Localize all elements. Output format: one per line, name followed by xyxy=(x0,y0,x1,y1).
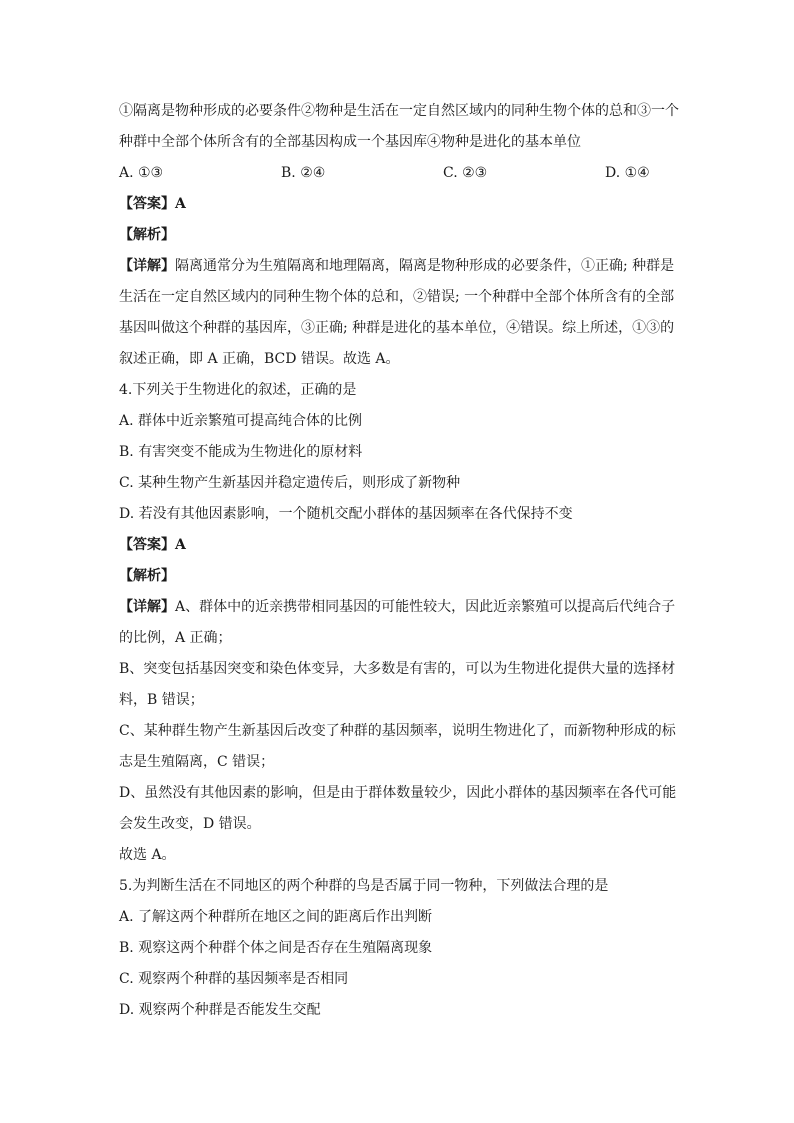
q3-answer: 【答案】A xyxy=(119,196,186,212)
q4-detail-line-9: 故选 A。 xyxy=(119,847,176,863)
document-page xyxy=(119,96,679,1026)
q3-analysis-label: 【解析】 xyxy=(119,227,175,243)
q3-detail-line-1 xyxy=(119,251,679,282)
q5-stem: 5.为判断生活在不同地区的两个种群的鸟是否属于同一物种，下列做法合理的是 xyxy=(119,878,609,894)
q3-statement-line-2: 种群中全部个体所含有的全部基因构成一个基因库④物种是进化的基本单位 xyxy=(119,134,581,150)
q5-option-a: A. 了解这两个种群所在地区之间的距离后作出判断 xyxy=(119,909,433,925)
q3-statement-line-1: ①隔离是物种形成的必要条件②物种是生活在一定自然区域内的同种生物个体的总和③一个 xyxy=(119,103,679,119)
q3-detail-line-3: 基因叫做这个种群的基因库，③正确; 种群是进化的基本单位，④错误。综上所述，①③的 xyxy=(119,320,675,336)
q4-option-d: D. 若没有其他因素影响，一个随机交配小群体的基因频率在各代保持不变 xyxy=(119,506,573,522)
q3-option-a: A. ①③ xyxy=(119,165,164,181)
q4-detail-line-2: 的比例，A 正确； xyxy=(119,630,232,646)
q3-option-c: C. ②③ xyxy=(443,165,488,181)
q5-option-c: C. 观察两个种群的基因频率是否相同 xyxy=(119,971,349,987)
q4-detail-line-1 xyxy=(119,592,679,623)
q4-detail-line-7: D、虽然没有其他因素的影响，但是由于群体数量较少，因此小群体的基因频率在各代可能 xyxy=(119,785,677,801)
q3-option-b: B. ②④ xyxy=(281,165,326,181)
q4-detail-line-5: C、某种群生物产生新基因后改变了种群的基因频率，说明生物进化了，而新物种形成的标 xyxy=(119,723,676,739)
q3-detail-label: 【详解】 xyxy=(119,258,175,274)
q4-option-b: B. 有害突变不能成为生物进化的原材料 xyxy=(119,444,363,460)
q4-detail-text-1: A、群体中的近亲携带相同基因的可能性较大，因此近亲繁殖可以提高后代纯合子 xyxy=(175,599,676,615)
q4-stem: 4.下列关于生物进化的叙述，正确的是 xyxy=(119,382,357,398)
q4-detail-line-4: 料，B 错误； xyxy=(119,692,204,708)
q3-detail-text-1: 隔离通常分为生殖隔离和地理隔离，隔离是物种形成的必要条件，①正确; 种群是 xyxy=(175,258,675,274)
q3-detail-line-4: 叙述正确，即 A 正确，BCD 错误。故选 A。 xyxy=(119,351,400,367)
q5-option-d: D. 观察两个种群是否能发生交配 xyxy=(119,1002,321,1018)
q3-detail-line-2: 生活在一定自然区域内的同种生物个体的总和，②错误; 一个种群中全部个体所含有的全部 xyxy=(119,289,675,305)
q4-option-c: C. 某种生物产生新基因并稳定遗传后，则形成了新物种 xyxy=(119,475,461,491)
q3-options xyxy=(119,158,679,189)
q4-detail-line-8: 会发生改变，D 错误。 xyxy=(119,816,261,832)
q4-answer: 【答案】A xyxy=(119,537,186,553)
q5-option-b: B. 观察这两个种群个体之间是否存在生殖隔离现象 xyxy=(119,940,433,956)
q4-analysis-label: 【解析】 xyxy=(119,568,175,584)
q4-detail-label: 【详解】 xyxy=(119,599,175,615)
q4-option-a: A. 群体中近亲繁殖可提高纯合体的比例 xyxy=(119,413,363,429)
q3-option-d: D. ①④ xyxy=(605,165,650,181)
q4-detail-line-3: B、突变包括基因突变和染色体变异，大多数是有害的，可以为生物进化提供大量的选择材 xyxy=(119,661,676,677)
q4-detail-line-6: 志是生殖隔离，C 错误； xyxy=(119,754,275,770)
